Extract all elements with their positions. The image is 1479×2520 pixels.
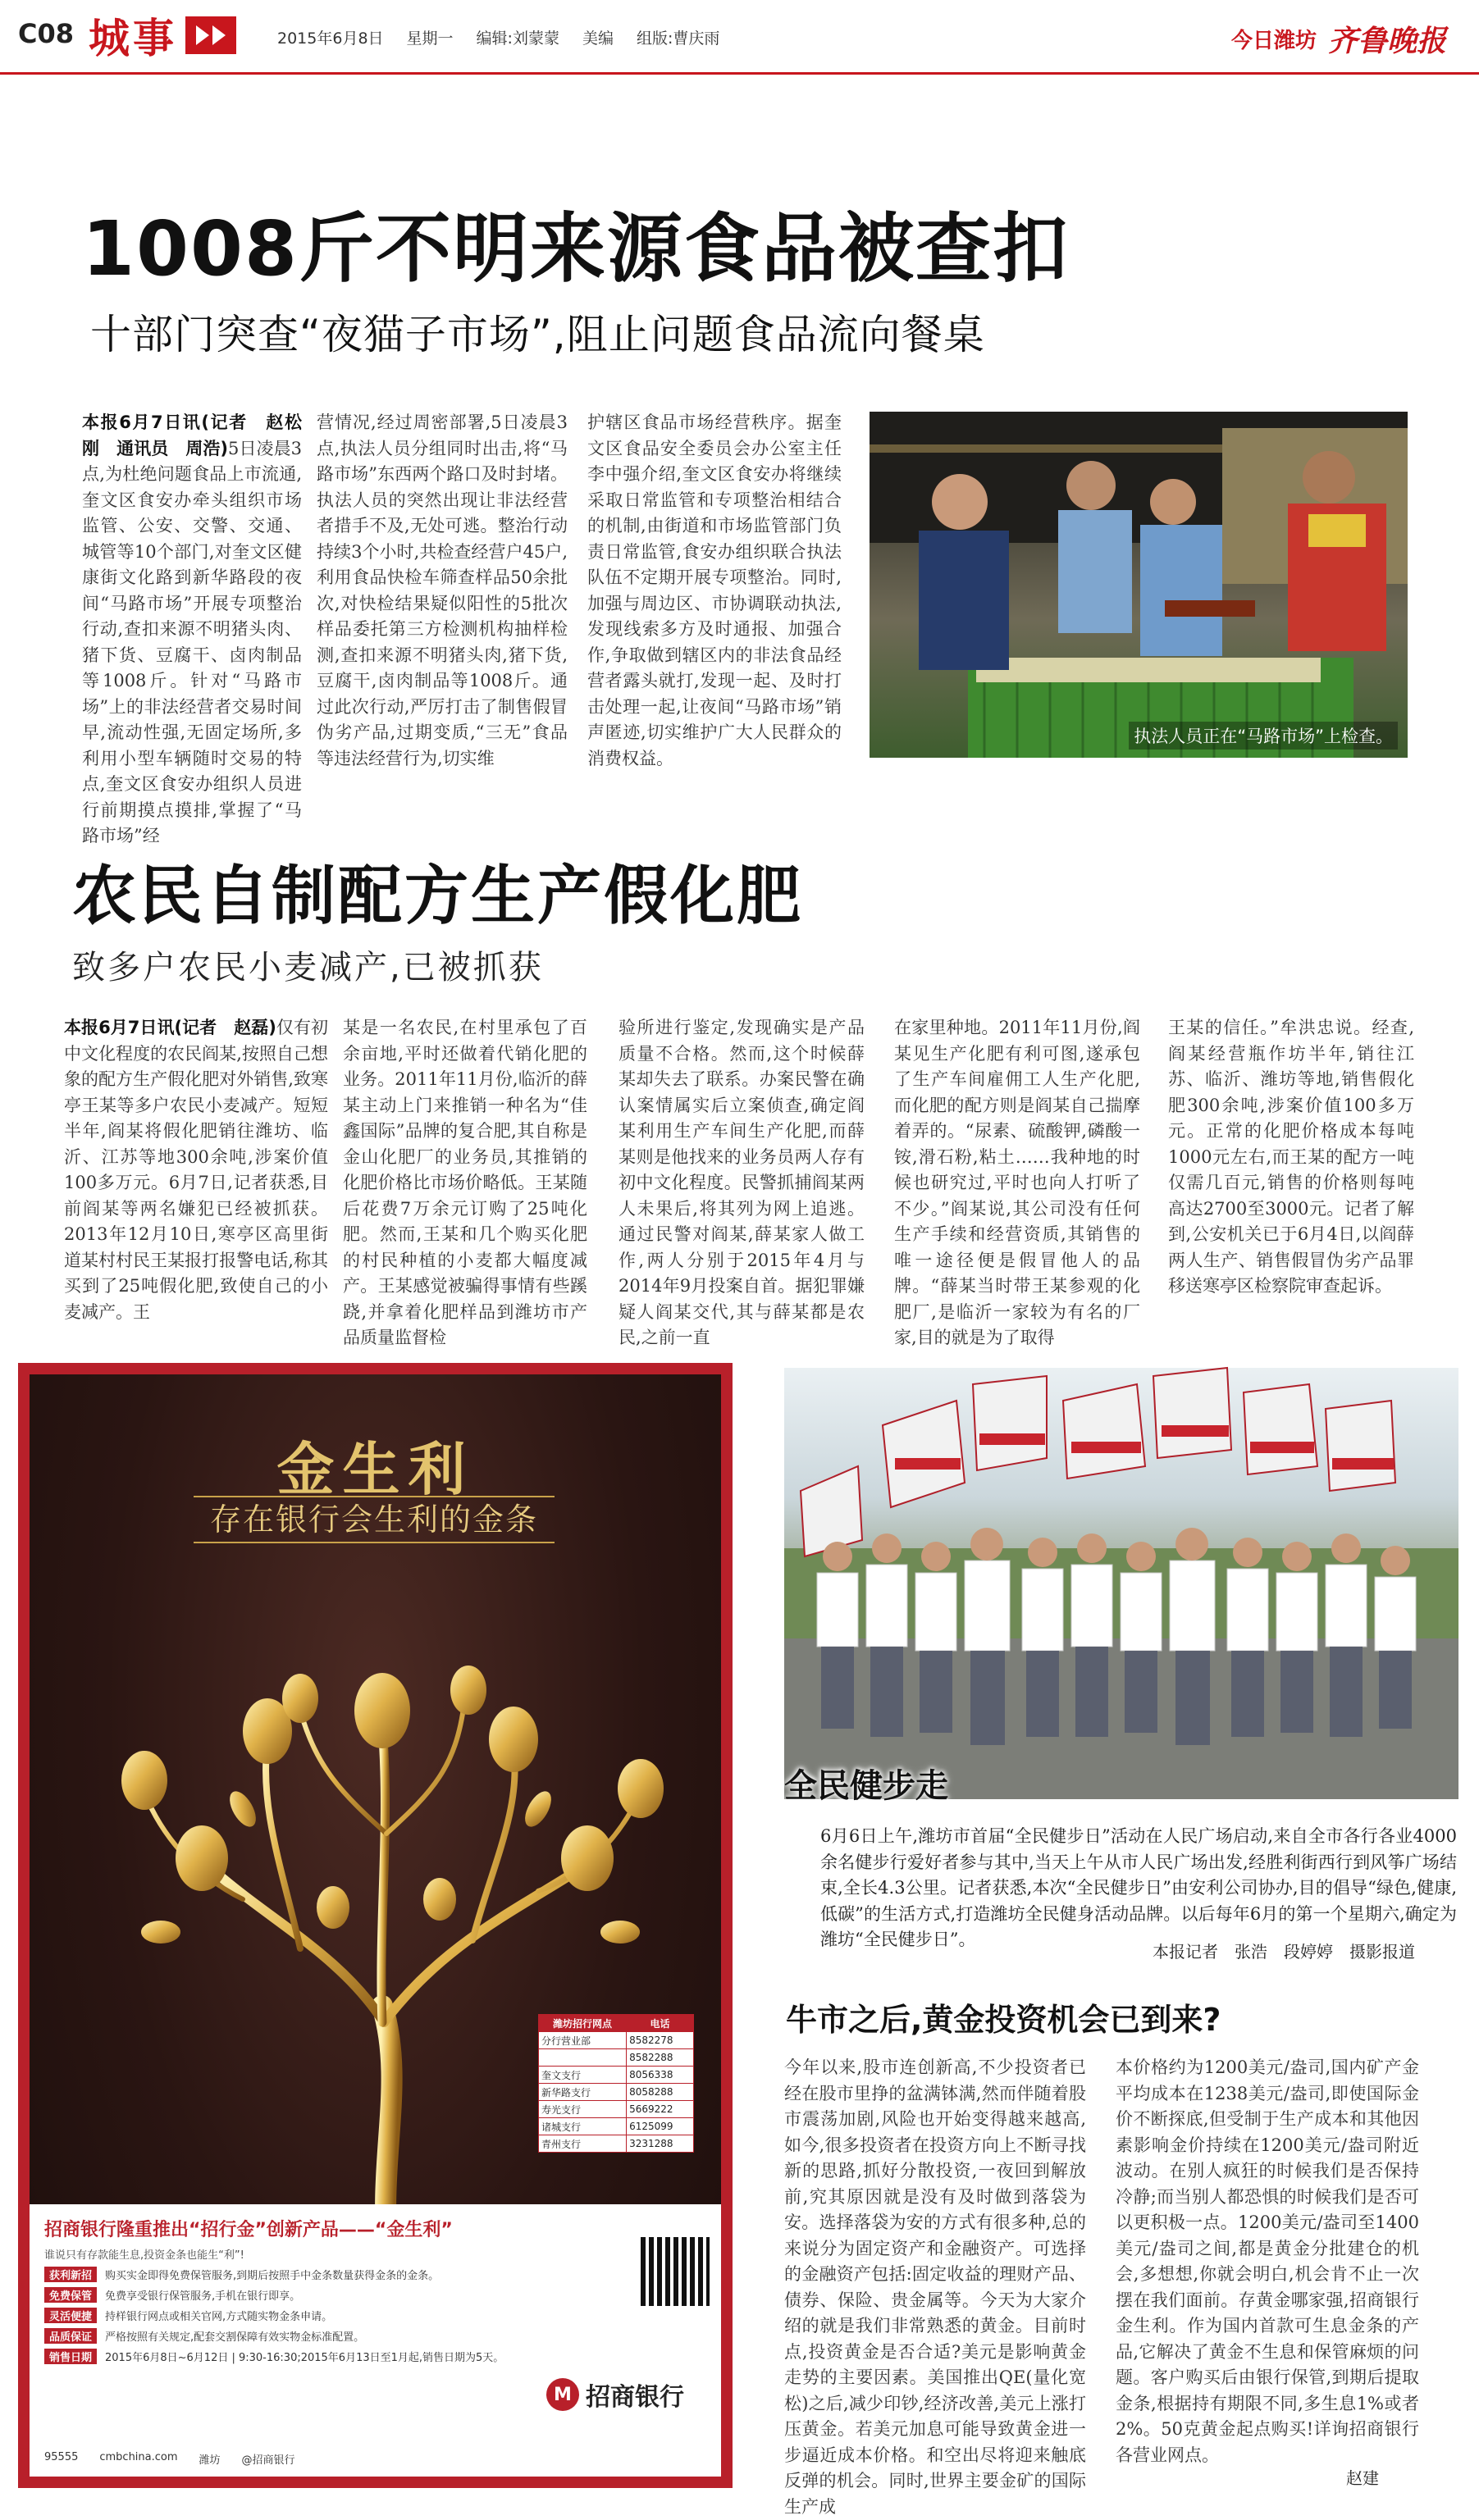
branch-phone: 8582278 (627, 2032, 694, 2049)
section-label (89, 11, 236, 62)
article2-column-3 (619, 1015, 865, 1347)
article2-lead: 本报6月7日讯(记者 赵磊) (64, 1018, 276, 1037)
table-header-phone: 电话 (627, 2015, 694, 2032)
table-row (539, 2067, 694, 2084)
article1-column-1 (82, 410, 302, 845)
ad-slogan: 存在银行会生利的金条 (194, 1496, 555, 1543)
art-editor-credit: 美编 (582, 30, 614, 48)
ad-feature-tag: 灵活便捷 (44, 2308, 97, 2323)
branch-name: 分行营业部 (539, 2032, 627, 2049)
page-header (0, 0, 1479, 74)
article1-column-2 (317, 410, 568, 768)
table-row (539, 2101, 694, 2118)
ad-brand: 金生利 (276, 1435, 474, 1503)
article3-credit: 本报记者 张浩 段婷婷 摄影报道 (1153, 1942, 1415, 1962)
article1-subheadline: 十部门突查“夜猫子市场”,阻止问题食品流向餐桌 (90, 311, 985, 358)
article2-col2-text: 某是一名农民,在村里承包了百余亩地,平时还做着代销化肥的业务。2011年11月份,临沂的薛某主动上门来推销一种名为“佳鑫国际”品牌的复合肥,其自称是金山化肥厂的业务员,其推销的化肥价格比市场价略低。王某随后花费7万余元订购了25吨化肥。然而,王某和几个购买化肥的村民种植的小麦都大幅度减产。王某感觉被骗得事情有些蹊跷,并拿着化肥样品到潍坊市产品质量监督检 (343, 1018, 587, 1347)
branch-name: 诸城支行 (539, 2118, 627, 2135)
article2-col1-text: 仅有初中文化程度的农民阎某,按照自己想象的配方生产假化肥对外销售,致寒亭王某等多户农民小麦减产。短短半年,阎某将假化肥销往潍坊、临沂、江苏等地300余吨,涉案价值100多万元。6月7日,记者获悉,目前阎某等两名嫌犯已经被抓获。2013年12月10日,寒亭区高里街道某村村民王某报打报警电话,称其买到了25吨假化肥,致使自己的小麦减产。王 (64, 1018, 328, 1322)
ad-feature-tag: 销售日期 (44, 2349, 97, 2364)
ad-feature-tag: 获利新招 (44, 2267, 97, 2282)
article3-photo (784, 1368, 1458, 1799)
table-row (539, 2084, 694, 2101)
ad-feature-row (44, 2287, 706, 2303)
section-name: 城事 (89, 15, 177, 62)
article4-column-1 (784, 2055, 1086, 2517)
branch-phone: 8058288 (627, 2084, 694, 2101)
article2-col3-text: 验所进行鉴定,发现确实是产品质量不合格。然而,这个时候薛某却失去了联系。办案民警在确认案情属实后立案侦查,确定阎某利用生产车间生产化肥,而薛某则是他找来的业务员两人存有初中文化程度。民警抓捕阎某两人未果后,将其列为网上追逃。通过民警对阎某,薛某家人做工作,两人分别于2015年4月与2014年9月投案自首。据犯罪嫌疑人阎某交代,其与薛某都是农民,之前一直 (619, 1018, 865, 1347)
bank-emblem-icon: M (546, 2378, 579, 2411)
issue-meta (277, 26, 719, 48)
branch-phone: 5669222 (627, 2101, 694, 2118)
branch-phone: 8056338 (627, 2067, 694, 2084)
ad-feature-tag: 品质保证 (44, 2328, 97, 2344)
ad-info-title: 招商银行隆重推出“招行金”创新产品——“金生利” (44, 2220, 453, 2240)
branch-table (538, 2014, 694, 2153)
ad-feature-row (44, 2349, 706, 2364)
article4-col2-text: 本价格约为1200美元/盎司,国内矿产金平均成本在1238美元/盎司,即使国际金价不断探底,但受制于生产成本和其他因素影响金价持续在1200美元/盎司附近波动。在别人疯狂的时候我们是否保持冷静;而当别人都恐惧的时候我们是否可以更积极一点。1200美元/盎司至1400美元/盎司之间,都是黄金分批建仓的机会,多想想,你就会明白,机会肯不止一次摆在我们面前。存黄金哪家强,招商银行金生利。作为国内首款可生息金条的产品,它解决了黄金不生息和保管麻烦的问题。客户购买后由银行保管,到期后提取金条,根据持有期限不同,多生息1%或者2%。50克黄金起点购买!详询招商银行各营业网点。 (1116, 2057, 1419, 2465)
ad-feature-row (44, 2308, 706, 2323)
article2-col5-text: 王某的信任。”牟洪忠说。经查,阎某经营瓶作坊半年,销往江苏、临沂、潍坊等地,销售假化肥300余吨,涉案价值100多万元。正常的化肥价格成本每吨1000元左右,而王某的配方一吨仅需几百元,销售的价格则每吨高达2700至3000元。记者了解到,公安机关已于6月4日,以阎薛两人生产、销售假冒伪劣产品罪移送寒亭区检察院审查起诉。 (1168, 1018, 1414, 1296)
article1-column-3 (587, 410, 842, 768)
branch-name (539, 2049, 627, 2067)
layout-credit: 组版:曹庆雨 (636, 30, 720, 48)
qr-code-icon[interactable] (641, 2237, 710, 2306)
paper-slogan: 今日潍坊 (1230, 29, 1317, 53)
inspection-scene-illustration (870, 412, 1408, 758)
article2-column-2 (343, 1015, 587, 1347)
table-row (539, 2135, 694, 2153)
article1-col2-text: 营情况,经过周密部署,5日凌晨3点,执法人员分组同时出击,将“马路市场”东西两个路口及时封堵。执法人员的突然出现让非法经营者措手不及,无处可逃。整治行动持续3个小时,共检查经营户45户,利用食品快检车筛查样品50余批次,对快检结果疑似阳性的5批次样品委托第三方检测机构抽样检测,查扣来源不明猪头肉,猪下货,豆腐干,卤肉制品等1008斤。通过此次行动,严厉打击了制售假冒伪劣产品,过期变质,“三无”食品等违法经营行为,切实维 (317, 412, 568, 768)
header-divider (0, 72, 1479, 75)
ad-website[interactable]: cmbchina.com (99, 2451, 178, 2463)
bank-name: 招商银行 (586, 2383, 684, 2412)
ad-feature-text: 购买实金即得免费保管服务,到期后按照手中金条数量获得金条的金条。 (105, 2270, 440, 2282)
table-header-row (539, 2015, 694, 2032)
branch-phone: 8582288 (627, 2049, 694, 2067)
article4-col1-text: 今年以来,股市连创新高,不少投资者已经在股市里挣的盆满钵满,然而伴随着股市震荡加剧,风险也开始变得越来越高,如今,很多投资者在投资方向上不断寻找新的思路,抓好分散投资,一夜回到解放前,究其原因就是没有及时做到落袋为安。选择落袋为安的方式有很多种,总的来说分为固定资产和金融资产。可选择的金融资产包括:固定收益的理财产品、债券、保险、贵金属等。今天为大家介绍的就是我们非常熟悉的黄金。目前时点,投资黄金是否合适?美元是影响黄金走势的主要因素。美国推出QE(量化宽松)之后,减少印钞,经济改善,美元上涨打压黄金。若美元加息可能导致黄金进一步逼近成本价格。和空出尽将迎来触底反弹的机会。同时,世界主要金矿的国际生产成 (784, 2057, 1086, 2517)
article1-headline: 1008斤不明来源食品被查扣 (82, 205, 1070, 293)
branch-phone: 6125099 (627, 2118, 694, 2135)
article1-col1-text: 5日凌晨3点,为杜绝问题食品上市流通,奎文区食安办牵头组织市场监管、公安、交警、交通、城管等10个部门,对奎文区健康街文化路到新华路段的夜间“马路市场”开展专项整治行动,查扣来源不明猪头肉、猪下货、豆腐干、卤肉制品等1008斤。针对“马路市场”上的非法经营者交易时间早,流动性强,无固定场所,多利用小型车辆随时交易的特点,奎文区食安办组织人员进行前期摸点摸排,掌握了“马路市场”经 (82, 438, 302, 845)
issue-weekday: 星期一 (406, 30, 454, 48)
article2-headline: 农民自制配方生产假化肥 (72, 859, 804, 933)
ad-feature-text: 2015年6月8日~6月12日 | 9:30-16:30;2015年6月13日至1月起,销售日期为5天。 (105, 2352, 504, 2364)
table-header-branch: 潍坊招行网点 (539, 2015, 627, 2032)
paper-logo: 齐鲁晚报 (1327, 24, 1446, 58)
branch-name: 青州支行 (539, 2135, 627, 2153)
editor-credit: 编辑:刘蒙蒙 (476, 30, 559, 48)
ad-feature-text: 严格按照有关规定,配套交割保障有效实物金标准配置。 (105, 2331, 365, 2344)
section-arrow-icon (185, 16, 236, 54)
page-number: C08 (18, 18, 75, 49)
ad-city: 潍坊 (199, 2454, 221, 2467)
ad-feature-text: 持样银行网点或相关官网,方式随实物金条申请。 (105, 2311, 333, 2323)
table-row (539, 2032, 694, 2049)
article4-headline: 牛市之后,黄金投资机会已到来? (786, 2002, 1221, 2038)
branch-name: 新华路支行 (539, 2084, 627, 2101)
masthead (1231, 18, 1446, 60)
article3-body: 6月6日上午,潍坊市首届“全民健步日”活动在人民广场启动,来自全市各行各业4000余名健步行爱好者参与其中,当天上午从市人民广场出发,经胜利街西行到风筝广场结束,全长4.3公里。记者获悉,本次“全民健步日”由安利公司协办,目的倡导“绿色,健康,低碳”的生活方式,打造潍坊全民健身活动品牌。以后每年6月的第一个星期六,确定为潍坊“全民健步日”。 (820, 1826, 1457, 1949)
article2-column-4 (894, 1015, 1140, 1347)
article1-lead: 本报6月7日讯(记者 赵松刚 通讯员 周浩) (82, 412, 302, 458)
walking-crowd-illustration (784, 1368, 1458, 1799)
article1-photo-caption: 执法人员正在“马路市场”上检查。 (1129, 722, 1398, 750)
ad-panel (30, 1374, 721, 2477)
article2-column-1 (64, 1015, 328, 1343)
article4-byline: 赵建 (1346, 2468, 1379, 2488)
branch-name: 寿光支行 (539, 2101, 627, 2118)
advertisement-gold[interactable] (18, 1363, 733, 2488)
article2-subheadline: 致多户农民小麦减产,已被抓获 (72, 949, 544, 987)
article1-photo (870, 412, 1408, 758)
ad-info-subtitle: 谁说只有存款能生息,投资金条也能生“利”! (44, 2249, 244, 2262)
article4-column-2 (1116, 2055, 1419, 2465)
branch-name: 奎文支行 (539, 2067, 627, 2084)
ad-weibo: @招商银行 (241, 2454, 295, 2467)
ad-footer (44, 2451, 295, 2467)
ad-feature-tag: 免费保管 (44, 2287, 97, 2303)
table-row (539, 2049, 694, 2067)
article2-col4-text: 在家里种地。2011年11月份,阎某见生产化肥有利可图,遂承包了生产车间雇佣工人生产化肥,而化肥的配方则是阎某自己揣摩着弄的。“尿素、硫酸钾,磷酸一铵,滑石粉,粘土……我种地的时候也研究过,平时也向人打听了不少。”阎某说,其公司没有任何生产手续和经营资质,其销售的唯一途径便是假冒他人的品牌。“薛某当时带王某参观的化肥厂,是临沂一家较为有名的厂家,目的就是为了取得 (894, 1018, 1140, 1347)
ad-branch-table (538, 2014, 694, 2153)
article3-title: 全民健步走 (784, 1767, 948, 1805)
bank-logo (546, 2376, 684, 2413)
article2-column-5 (1168, 1015, 1414, 1343)
ad-feature-row (44, 2267, 706, 2282)
branch-phone: 3231288 (627, 2135, 694, 2153)
table-row (539, 2118, 694, 2135)
ad-info-panel (30, 2204, 721, 2477)
ad-feature-row (44, 2328, 706, 2344)
issue-date: 2015年6月8日 (277, 30, 384, 48)
article1-col3-text: 护辖区食品市场经营秩序。据奎文区食品安全委员会办公室主任李中强介绍,奎文区食安办将继续采取日常监管和专项整治相结合的机制,由街道和市场监管部门负责日常监管,食安办组织联合执法队伍不定期开展专项整治。同时,加强与周边区、市协调联动执法,发现线索多方及时通报、加强合作,争取做到辖区内的非法食品经营者露头就打,发现一起、及时打击处理一起,让夜间“马路市场”销声匿迹,切实维护广大人民群众的消费权益。 (587, 412, 842, 768)
ad-hotline: 95555 (44, 2451, 79, 2463)
ad-feature-text: 免费享受银行保管服务,手机在银行即享。 (105, 2290, 301, 2303)
